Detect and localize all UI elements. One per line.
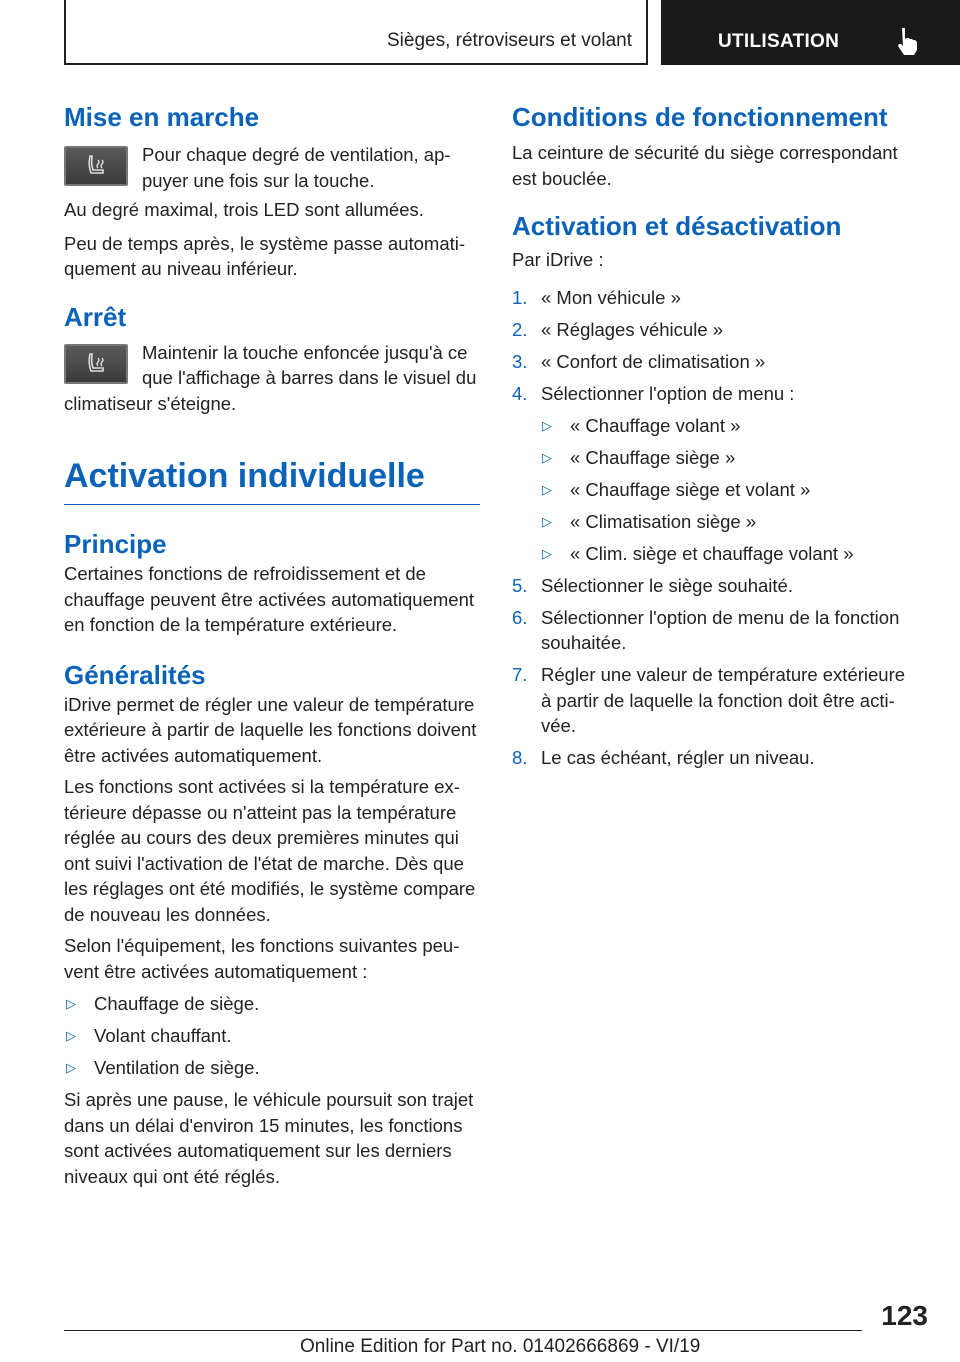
heading-activation-individuelle: Activation individuelle bbox=[64, 457, 425, 495]
generalites-p1: iDrive permet de régler une valeur de température extérieure à partir de laquelle les fonctions doivent être activées automatiquement. bbox=[64, 693, 477, 766]
seat-ventilation-button-image bbox=[64, 146, 128, 186]
generalites-p4: Si après une pause, le véhicule poursuit son trajet dans un délai d'environ 15 minutes, les fonctions sont activées automatiquement sur les derniers niveaux qui ont été réglés. bbox=[64, 1089, 474, 1187]
menu-option-item: ▷ « Chauffage siège et volant » bbox=[541, 477, 918, 503]
step-item: 4. Sélectionner l'option de menu : ▷ « Chauffage volant » ▷ « Chauffage siège » ▷ « Chauffage siège et volant » ▷ « Climatisation siège » ▷ « Clim. siège et chauffage volant » bbox=[512, 381, 918, 567]
triangle-bullet-icon: ▷ bbox=[66, 996, 76, 1011]
pointing-hand-icon bbox=[895, 26, 921, 56]
triangle-bullet-icon: ▷ bbox=[542, 417, 552, 433]
menu-option-item: ▷ « Chauffage volant » bbox=[541, 413, 918, 439]
right-column bbox=[512, 100, 918, 777]
seat-ventilation-icon bbox=[86, 154, 108, 180]
page-number: 123 bbox=[881, 1300, 928, 1331]
step-item: 3. « Confort de climatisation » bbox=[512, 350, 766, 372]
triangle-bullet-icon: ▷ bbox=[542, 449, 552, 465]
mise-en-marche-instruction bbox=[64, 142, 480, 193]
generalites-p2: Les fonctions sont activées si la température extérieure dépasse ou n'atteint pas la température réglée au cours des deux premières minutes qui ont suivi l'activation de l'état de marche. Dès que les réglages ont été modifiés, le système compare de nouveau les données. bbox=[64, 776, 476, 925]
step-item: 6. Sélectionner l'option de menu de la fonction souhaitée. bbox=[512, 606, 900, 653]
seat-ventilation-button-image bbox=[64, 344, 128, 384]
heading-arret: Arrêt bbox=[64, 301, 127, 332]
generalites-p3: Selon l'équipement, les fonctions suivantes peuvent être activées automatiquement : bbox=[64, 935, 460, 982]
menu-option-list bbox=[541, 413, 918, 567]
heading-principe: Principe bbox=[64, 529, 167, 559]
triangle-bullet-icon: ▷ bbox=[542, 481, 552, 497]
triangle-bullet-icon: ▷ bbox=[66, 1028, 76, 1043]
heading-mise-en-marche: Mise en marche bbox=[64, 102, 260, 132]
heading-underline bbox=[64, 504, 480, 505]
menu-option-item: ▷ « Clim. siège et chauffage volant » bbox=[541, 541, 918, 567]
arret-instruction bbox=[64, 340, 480, 417]
menu-option-item: ▷ « Chauffage siège » bbox=[541, 445, 918, 471]
activation-intro: Par iDrive : bbox=[512, 249, 604, 270]
section-title: Sièges, rétroviseurs et volant bbox=[386, 30, 632, 51]
heading-generalites: Généralités bbox=[64, 659, 206, 690]
left-column bbox=[64, 100, 480, 1189]
heading-activation-desactivation: Activation et désactivation bbox=[512, 211, 842, 241]
menu-option-item: ▷ « Climatisation siège » bbox=[541, 509, 918, 535]
footer-edition: Online Edition for Part no. 01402666869 - VI/19 bbox=[300, 1336, 701, 1357]
list-item: ▷ Ventilation de siège. bbox=[64, 1055, 480, 1081]
principe-text: Certaines fonctions de refroidissement et de chauffage peuvent être activées automatiquement en fonction de la température extérieure. bbox=[64, 563, 475, 635]
triangle-bullet-icon: ▷ bbox=[542, 513, 552, 529]
triangle-bullet-icon: ▷ bbox=[542, 545, 552, 561]
heading-conditions: Conditions de fonctionnement bbox=[512, 102, 888, 132]
list-item: ▷ Chauffage de siège. bbox=[64, 991, 480, 1017]
header-tab-label: UTILISATION bbox=[718, 31, 840, 52]
footer-divider bbox=[64, 1330, 862, 1331]
step-item: 2. « Réglages véhicule » bbox=[512, 318, 724, 340]
function-list bbox=[64, 991, 480, 1081]
mise-en-marche-icon-text: Pour chaque degré de ventilation, appuyer une fois sur la touche. bbox=[142, 144, 451, 191]
mise-en-marche-p2: Peu de temps après, le système passe automatiquement au niveau inférieur. bbox=[64, 232, 466, 279]
step-item: 7. Régler une valeur de température extérieure à partir de laquelle la fonction doit être activée. bbox=[512, 664, 906, 736]
header-section-box bbox=[64, 0, 648, 65]
conditions-text: La ceinture de sécurité du siège correspondant est bouclée. bbox=[512, 142, 898, 189]
arret-icon-text: Maintenir la touche enfoncée jusqu'à ce que l'affichage à barres dans le visuel du climatiseur s'éteigne. bbox=[64, 341, 477, 414]
mise-en-marche-p1: Au degré maximal, trois LED sont allumées. bbox=[64, 199, 424, 220]
list-item: ▷ Volant chauffant. bbox=[64, 1023, 480, 1049]
activation-steps bbox=[512, 285, 918, 771]
triangle-bullet-icon: ▷ bbox=[66, 1060, 76, 1075]
seat-ventilation-icon bbox=[86, 352, 108, 378]
step-item: 1. « Mon véhicule » bbox=[512, 286, 681, 308]
header-tab[interactable] bbox=[661, 0, 960, 65]
step-item: 5. Sélectionner le siège souhaité. bbox=[512, 574, 793, 596]
step-item: 8. Le cas échéant, régler un niveau. bbox=[512, 747, 815, 768]
